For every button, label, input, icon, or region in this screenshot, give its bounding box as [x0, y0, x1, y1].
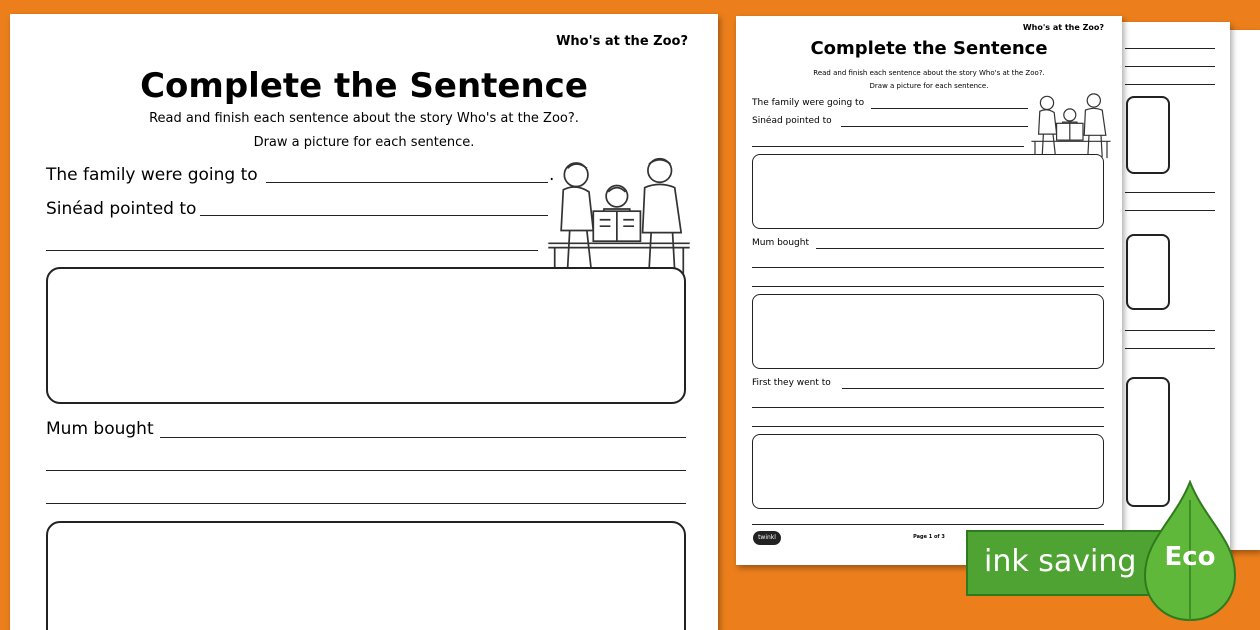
prompt-family: The family were going to	[752, 98, 865, 108]
worksheet-title: Complete the Sentence	[810, 38, 1048, 59]
period: .	[549, 165, 555, 185]
prompt-mum: Mum bought	[752, 238, 809, 248]
family-reading-illustration	[544, 152, 694, 280]
instruction-line-1: Read and finish each sentence about the story Who's at the Zoo?.	[813, 69, 1045, 77]
prompt-first: First they went to	[752, 378, 831, 388]
prompt-family: The family were going to	[46, 165, 258, 185]
instruction-line-2: Draw a picture for each sentence.	[869, 82, 989, 90]
worksheet-page-zoomed	[10, 14, 718, 630]
instruction-line-1: Read and finish each sentence about the story Who's at the Zoo?.	[149, 111, 579, 126]
prompt-sinead: Sinéad pointed to	[752, 116, 832, 126]
story-subtitle: Who's at the Zoo?	[1022, 23, 1104, 32]
prompt-mum: Mum bought	[46, 419, 154, 439]
eco-label: Eco	[1164, 542, 1216, 572]
worksheet-preview-page-1	[736, 16, 1122, 565]
eco-leaf-icon	[1135, 480, 1245, 630]
story-subtitle: Who's at the Zoo?	[556, 34, 688, 49]
worksheet-title: Complete the Sentence	[140, 66, 588, 106]
page-number: Page 1 of 3	[913, 534, 945, 540]
ink-saving-label: ink saving	[984, 544, 1137, 579]
family-reading-illustration-small	[1029, 92, 1113, 160]
twinkl-logo: twinkl	[753, 531, 781, 545]
instruction-line-2: Draw a picture for each sentence.	[253, 135, 475, 150]
prompt-sinead: Sinéad pointed to	[46, 199, 197, 219]
